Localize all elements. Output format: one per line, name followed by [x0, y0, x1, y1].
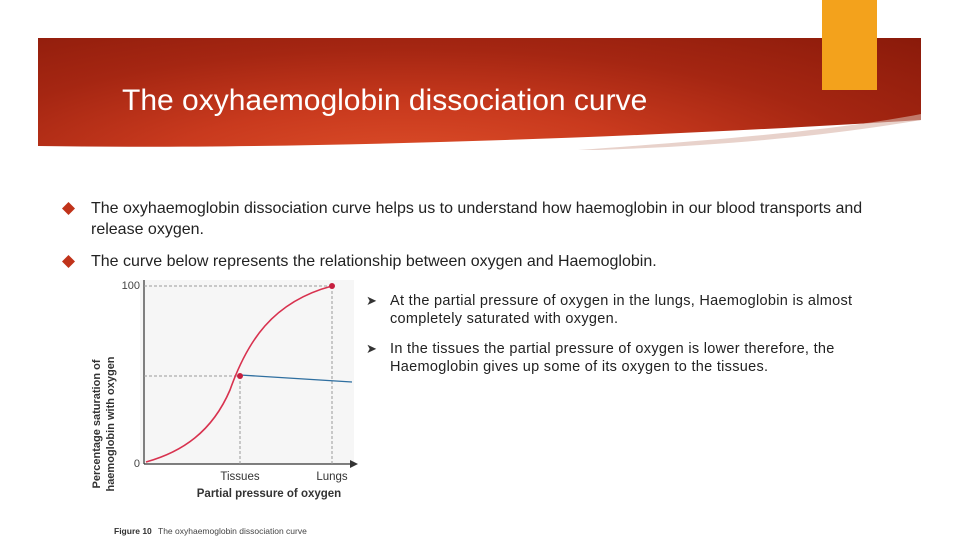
diamond-bullet-icon	[62, 255, 75, 268]
accent-bar	[822, 0, 877, 90]
sub-bullet-item	[366, 292, 866, 328]
diamond-bullet-icon	[62, 202, 75, 215]
figure-caption-text: The oxyhaemoglobin dissociation curve	[158, 526, 307, 536]
sub-bullet-item	[366, 340, 866, 376]
slide-title: The oxyhaemoglobin dissociation curve	[122, 84, 648, 117]
bullet-text: The oxyhaemoglobin dissociation curve helps us to understand how haemoglobin in our blood transports and release oxygen.	[91, 200, 863, 238]
x-axis-label: Partial pressure of oxygen	[196, 488, 342, 500]
sub-bullet-list	[366, 292, 866, 388]
y-axis-label-line1: Percentage saturation of	[91, 359, 103, 489]
bullet-list	[62, 198, 882, 283]
sub-bullet-text: At the partial pressure of oxygen in the lungs, Haemoglobin is almost completely saturated with oxygen.	[390, 293, 853, 327]
x-tick-lungs: Lungs	[316, 471, 348, 483]
x-tick-tissues: Tissues	[220, 471, 260, 483]
bullet-item	[62, 198, 882, 240]
y-tick-0: 0	[133, 458, 140, 470]
sub-bullet-text: In the tissues the partial pressure of oxygen is lower therefore, the Haemoglobin gives up some of its oxygen to the tissues.	[390, 341, 835, 375]
y-axis-label-line2: haemoglobin with oxygen	[105, 356, 117, 492]
arrowhead-icon: ➤	[366, 341, 378, 356]
figure-caption-label: Figure 10	[114, 526, 152, 536]
lungs-point	[329, 283, 335, 289]
arrowhead-icon: ➤	[366, 293, 378, 308]
figure-background	[140, 280, 354, 464]
y-tick-100: 100	[121, 280, 140, 292]
dissociation-curve-figure	[82, 272, 362, 540]
tissues-point	[237, 373, 243, 379]
bullet-item	[62, 251, 882, 272]
bullet-text: The curve below represents the relationship between oxygen and Haemoglobin.	[91, 253, 657, 270]
